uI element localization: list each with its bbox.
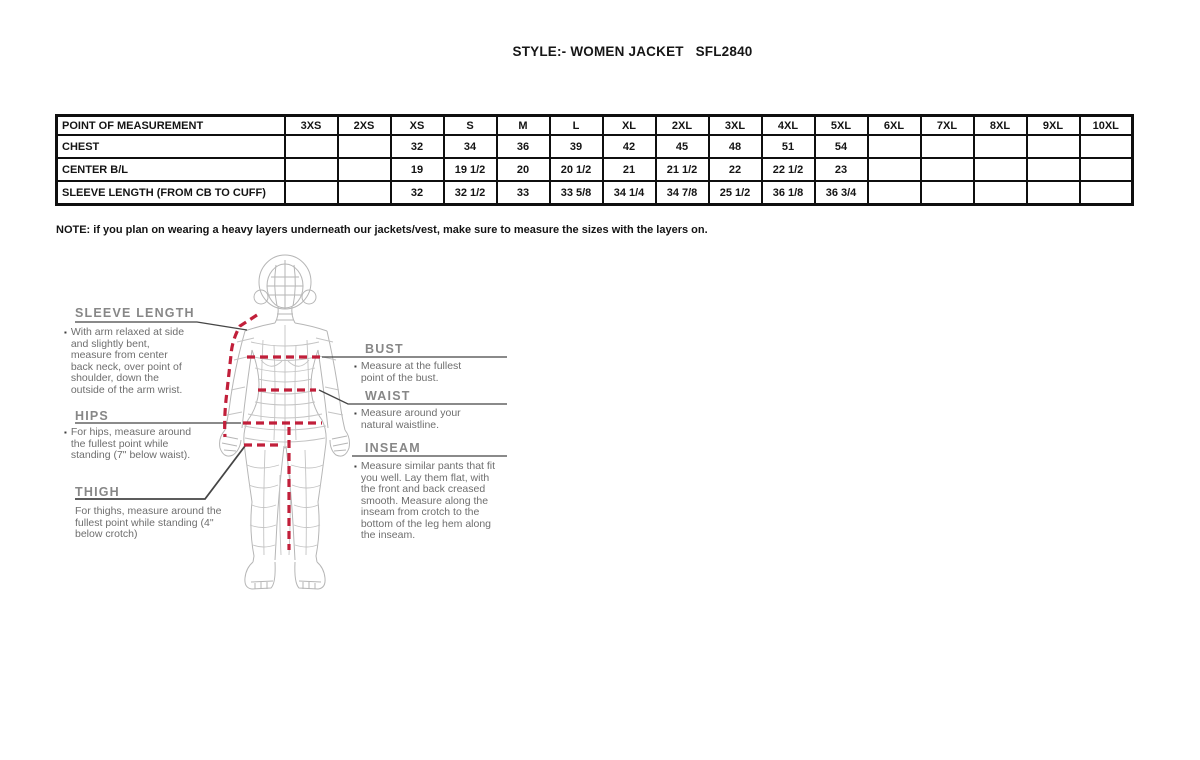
size-cell-m: 33	[497, 181, 550, 205]
size-cell-3xs	[285, 181, 338, 205]
size-cell-6xl	[868, 158, 921, 181]
size-cell-10xl	[1080, 181, 1133, 205]
sleeve-length-description: ▪ With arm relaxed at side and slightly bent, measure from center back neck, over point of shoulder, down the outside of the arm wrist.	[64, 326, 185, 396]
size-cell-s: 19 1/2	[444, 158, 497, 181]
note-text: NOTE: if you plan on wearing a heavy layers underneath our jackets/vest, make sure to measure the sizes with the layers on.	[56, 224, 708, 236]
inseam-heading: INSEAM	[365, 441, 421, 455]
bullet-icon: ▪	[354, 362, 357, 371]
size-cell-m: 36	[497, 135, 550, 158]
row-label: CHEST	[57, 135, 285, 158]
column-header-l: L	[550, 116, 603, 136]
size-cell-2xl: 34 7/8	[656, 181, 709, 205]
size-cell-9xl	[1027, 135, 1080, 158]
size-cell-2xl: 45	[656, 135, 709, 158]
size-cell-l: 33 5/8	[550, 181, 603, 205]
size-cell-5xl: 36 3/4	[815, 181, 868, 205]
size-cell-2xs	[338, 135, 391, 158]
size-cell-xl: 34 1/4	[603, 181, 656, 205]
size-cell-xl: 21	[603, 158, 656, 181]
column-header-point-of-measurement: POINT OF MEASUREMENT	[57, 116, 285, 136]
thigh-description: For thighs, measure around the fullest point while standing (4" below crotch)	[75, 505, 222, 540]
inseam-description: ▪ Measure similar pants that fit you well. Lay them flat, with the front and back creased smooth. Measure along the inseam from crotch to the bottom of the leg hem along the inseam.	[354, 460, 496, 541]
size-cell-6xl	[868, 135, 921, 158]
size-cell-l: 20 1/2	[550, 158, 603, 181]
size-cell-10xl	[1080, 135, 1133, 158]
size-cell-l: 39	[550, 135, 603, 158]
size-cell-8xl	[974, 135, 1027, 158]
size-cell-m: 20	[497, 158, 550, 181]
column-header-8xl: 8XL	[974, 116, 1027, 136]
size-cell-s: 34	[444, 135, 497, 158]
waist-heading: WAIST	[365, 389, 411, 403]
size-cell-xs: 32	[391, 135, 444, 158]
size-cell-3xs	[285, 158, 338, 181]
hips-heading: HIPS	[75, 409, 109, 423]
waist-leader-line	[319, 390, 507, 404]
table-row	[57, 181, 1133, 205]
bust-heading: BUST	[365, 342, 404, 356]
size-cell-xl: 42	[603, 135, 656, 158]
size-cell-7xl	[921, 181, 974, 205]
hips-description: ▪ For hips, measure around the fullest point while standing (7" below waist).	[64, 426, 192, 461]
column-header-2xl: 2XL	[656, 116, 709, 136]
table-body	[57, 135, 1133, 205]
column-header-s: S	[444, 116, 497, 136]
column-header-4xl: 4XL	[762, 116, 815, 136]
size-cell-10xl	[1080, 158, 1133, 181]
column-header-7xl: 7XL	[921, 116, 974, 136]
size-cell-2xl: 21 1/2	[656, 158, 709, 181]
size-cell-2xs	[338, 181, 391, 205]
column-header-xl: XL	[603, 116, 656, 136]
size-cell-4xl: 36 1/8	[762, 181, 815, 205]
size-cell-8xl	[974, 181, 1027, 205]
column-header-xs: XS	[391, 116, 444, 136]
bullet-icon: ▪	[354, 409, 357, 418]
size-cell-3xl: 22	[709, 158, 762, 181]
sleeve-length-heading: SLEEVE LENGTH	[75, 306, 195, 320]
column-header-2xs: 2XS	[338, 116, 391, 136]
bust-description: ▪ Measure at the fullest point of the bust.	[354, 360, 462, 384]
bullet-icon: ▪	[64, 328, 67, 337]
size-cell-5xl: 54	[815, 135, 868, 158]
size-table	[55, 114, 1134, 206]
page-title: STYLE:- WOMEN JACKET SFL2840	[512, 44, 753, 59]
table-head	[57, 116, 1133, 136]
body-mesh	[227, 325, 343, 555]
size-cell-s: 32 1/2	[444, 181, 497, 205]
column-header-9xl: 9XL	[1027, 116, 1080, 136]
column-header-5xl: 5XL	[815, 116, 868, 136]
column-header-3xl: 3XL	[709, 116, 762, 136]
row-label: CENTER B/L	[57, 158, 285, 181]
measurement-diagram	[55, 250, 525, 605]
size-cell-3xl: 48	[709, 135, 762, 158]
header-row	[57, 116, 1133, 136]
size-cell-2xs	[338, 158, 391, 181]
size-cell-3xl: 25 1/2	[709, 181, 762, 205]
bullet-icon: ▪	[64, 428, 67, 437]
size-cell-5xl: 23	[815, 158, 868, 181]
size-cell-9xl	[1027, 158, 1080, 181]
size-cell-4xl: 51	[762, 135, 815, 158]
size-cell-7xl	[921, 135, 974, 158]
size-cell-6xl	[868, 181, 921, 205]
size-cell-7xl	[921, 158, 974, 181]
size-cell-xs: 32	[391, 181, 444, 205]
row-label: SLEEVE LENGTH (FROM CB TO CUFF)	[57, 181, 285, 205]
size-cell-9xl	[1027, 181, 1080, 205]
size-cell-3xs	[285, 135, 338, 158]
column-header-10xl: 10XL	[1080, 116, 1133, 136]
waist-description: ▪ Measure around your natural waistline.	[354, 407, 461, 431]
sleeve-dash-line	[225, 315, 257, 437]
size-cell-8xl	[974, 158, 1027, 181]
column-header-3xs: 3XS	[285, 116, 338, 136]
column-header-m: M	[497, 116, 550, 136]
size-cell-xs: 19	[391, 158, 444, 181]
table-row	[57, 135, 1133, 158]
thigh-heading: THIGH	[75, 485, 120, 499]
size-cell-4xl: 22 1/2	[762, 158, 815, 181]
table-row	[57, 158, 1133, 181]
column-header-6xl: 6XL	[868, 116, 921, 136]
bullet-icon: ▪	[354, 462, 357, 471]
